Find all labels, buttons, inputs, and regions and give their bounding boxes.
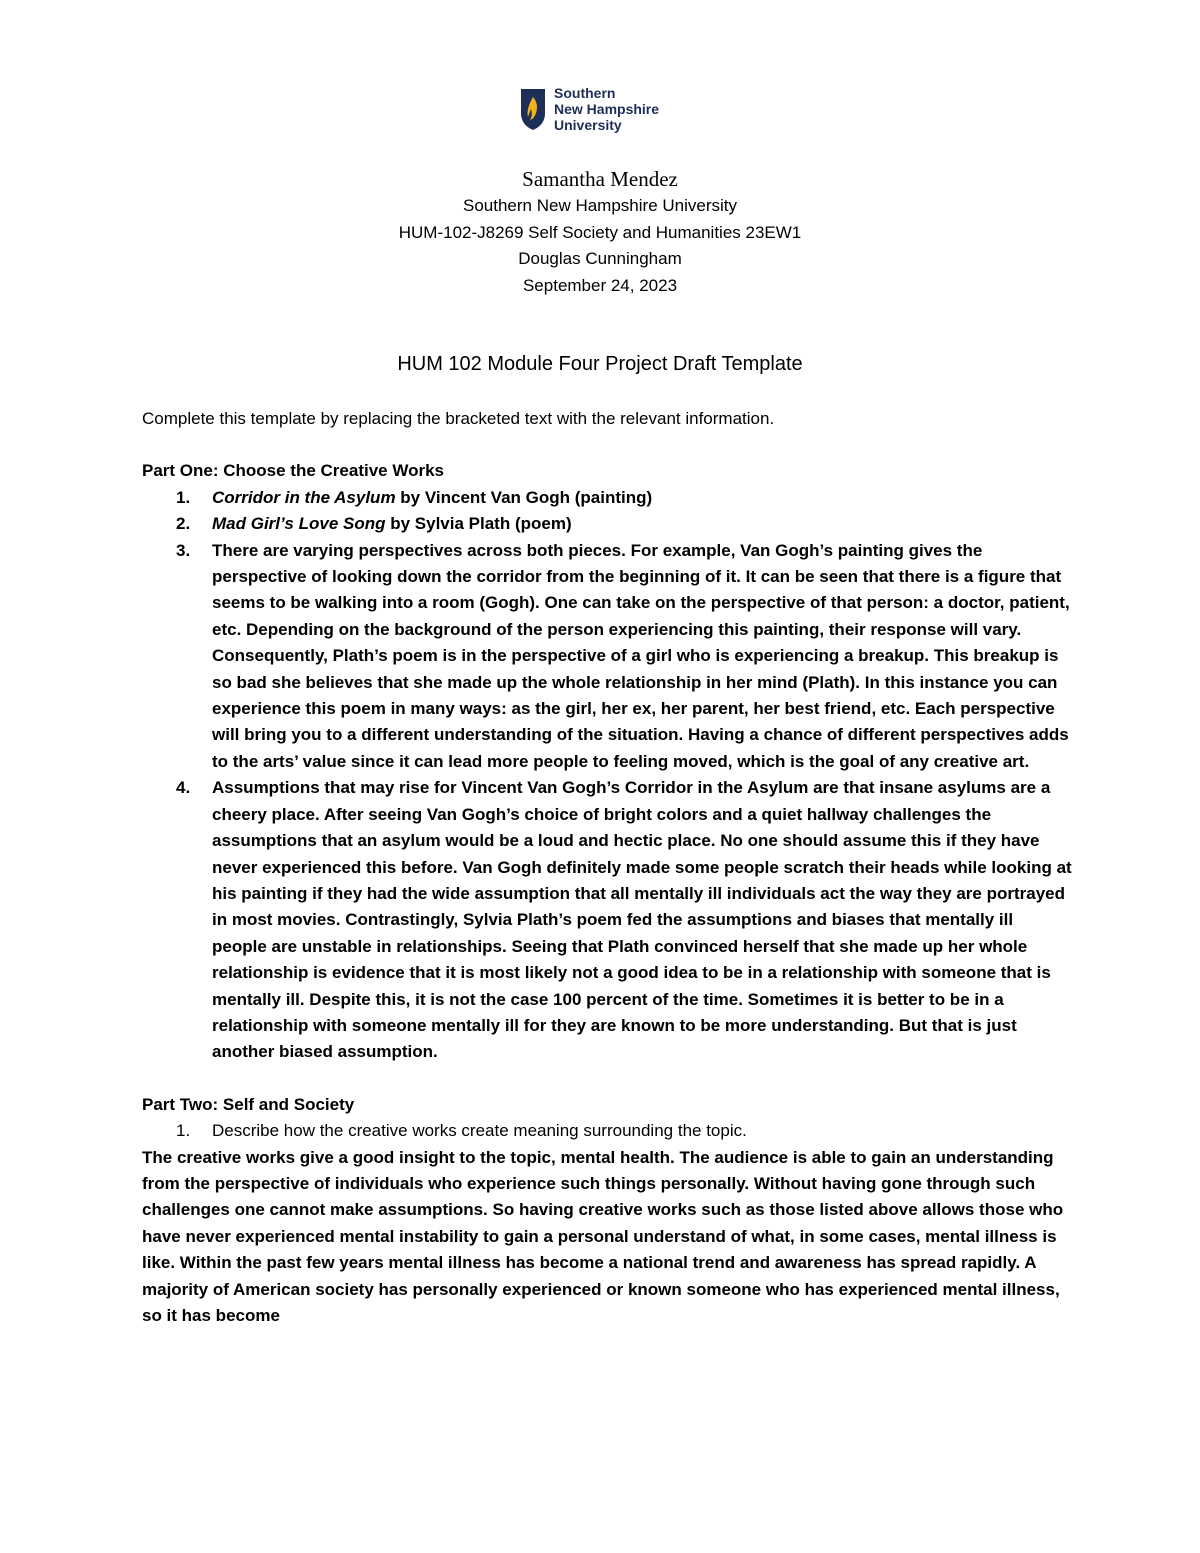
logo-line-1: Southern — [554, 85, 616, 101]
list-number: 1. — [176, 487, 191, 507]
submission-date: September 24, 2023 — [522, 275, 678, 295]
section-spacer — [142, 1066, 1072, 1092]
institution: Southern New Hampshire University — [463, 196, 737, 215]
document-title: HUM 102 Module Four Project Draft Template — [397, 353, 803, 375]
list-number: 4. — [176, 778, 191, 798]
course-name: HUM-102-J8269 Self Society and Humanities 23EW1 — [398, 222, 802, 242]
cover-block — [0, 165, 1200, 299]
logo-wordmark — [554, 85, 659, 133]
prompt-text: Describe how the creative works create meaning surrounding the topic. — [212, 1121, 747, 1141]
part-two-list — [142, 1118, 1072, 1144]
shield-flame-icon — [520, 87, 546, 131]
part-one-heading: Part One: Choose the Creative Works — [142, 461, 444, 481]
work-title: Corridor in the Asylum — [212, 487, 396, 507]
list-item — [142, 1118, 1072, 1144]
list-item — [142, 485, 1072, 511]
instructor-name: Douglas Cunningham — [518, 249, 682, 268]
list-number: 2. — [176, 514, 191, 534]
perspectives-paragraph: There are varying perspectives across both pieces. For example, Van Gogh’s painting gives the perspective of looking down the corridor from the beginning of it. It can be seen that there is a figure that seems to be walking into a room (Gogh). One can take on the perspective of that person: a doctor, patient, etc. Depending on the background of the person experiencing this painting, their response will vary. Consequently, Plath’s poem is in the perspective of a girl who is experiencing a breakup. This breakup is so bad she believes that she made up the whole relationship in her mind (Plath). In this instance you can experience this poem in many ways: as the girl, her ex, her parent, her best friend, etc. Each perspective will bring you to a different understanding of the situation. Having a chance of different perspectives adds to the arts’ value since it can lead more people to feeling moved, which is the goal of any creative art. — [212, 540, 1070, 771]
logo-line-3: University — [554, 117, 622, 133]
list-item — [142, 538, 1072, 776]
instruction-text: Complete this template by replacing the bracketed text with the relevant information. — [142, 409, 775, 428]
work-title: Mad Girl’s Love Song — [212, 514, 386, 534]
answer-paragraph: The creative works give a good insight to the topic, mental health. The audience is able to gain an understanding from the perspective of individuals who experience such things personally. Without having gone through such challenges one cannot make assumptions. So having creative works such as those listed above allows those who have never experienced mental instability to gain a personal understand of what, in some cases, mental illness is like. Within the past few years mental illness has become a national trend and awareness has spread rapidly. A majority of American society has personally experienced or known someone who has experienced mental illness, so it has become — [142, 1147, 1064, 1325]
work-detail: by Vincent Van Gogh (painting) — [395, 487, 653, 507]
university-logo — [520, 84, 690, 134]
part-one-list — [142, 485, 1072, 1066]
assumptions-paragraph: Assumptions that may rise for Vincent Van Gogh’s Corridor in the Asylum are that insane asylums are a cheery place. After seeing Van Gogh’s choice of bright colors and a quiet hallway challenges the assumptions that an asylum would be a loud and hectic place. No one should assume this if they have never experienced this before. Van Gogh definitely made some people scratch their heads while looking at his painting if they had the wide assumption that all mentally ill individuals act the way they are portrayed in most movies. Contrastingly, Sylvia Plath’s poem fed the assumptions and biases that mentally ill people are unstable in relationships. Seeing that Plath convinced herself that she made up her whole relationship is evidence that it is most likely not a good idea to be in a relationship with someone that is mentally ill. Despite this, it is not the case 100 percent of the time. Sometimes it is better to be in a relationship with someone mentally ill for they are known to be more understanding. But that is just another biased assumption. — [212, 778, 1072, 1062]
list-item — [142, 775, 1072, 1065]
list-number: 3. — [176, 540, 191, 560]
part-two-heading: Part Two: Self and Society — [142, 1094, 355, 1114]
list-number: 1. — [176, 1121, 191, 1141]
document-body — [142, 406, 1072, 1329]
list-item — [142, 511, 1072, 537]
work-detail: by Sylvia Plath (poem) — [385, 514, 572, 534]
logo-line-2: New Hampshire — [554, 101, 660, 117]
author-name: Samantha Mendez — [522, 167, 678, 191]
